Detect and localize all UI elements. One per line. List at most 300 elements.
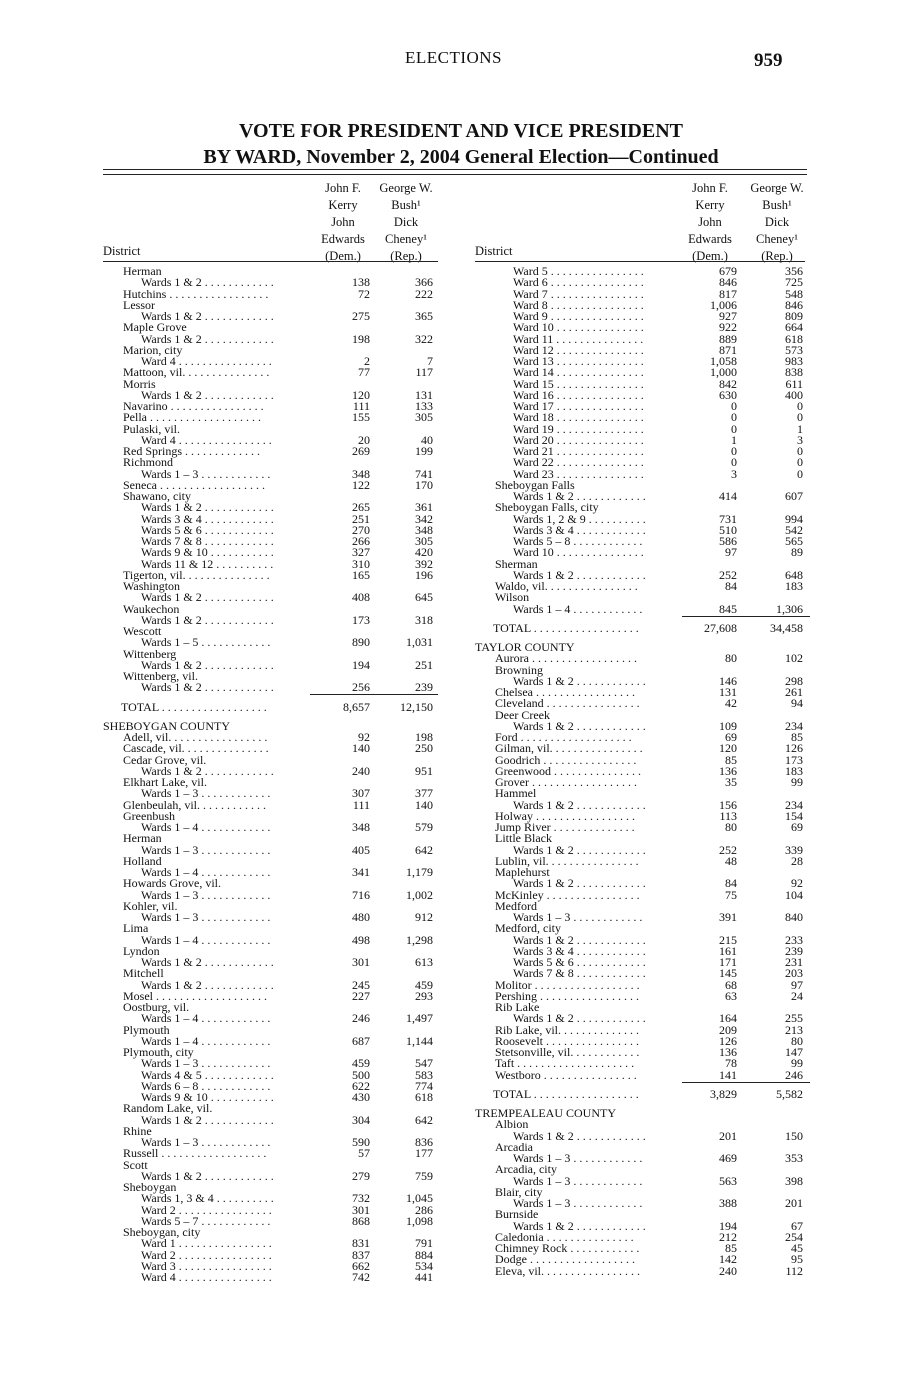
district-name: Chelsea . . . . . . . . . . . . . . . . .: [495, 685, 635, 699]
district-name: Wards 1 – 3 . . . . . . . . . . . .: [513, 1151, 643, 1165]
kerry-votes: 240: [719, 1263, 737, 1278]
table-row: [475, 601, 810, 616]
kerry-votes: 194: [352, 657, 370, 672]
kerry-votes: 837: [352, 1247, 370, 1262]
bush-votes: 1,031: [406, 635, 433, 650]
district-name: Ford . . . . . . . . . . . . . . . . . . .: [495, 730, 632, 744]
sum-rule: [682, 1082, 810, 1083]
bush-votes: 234: [785, 797, 803, 812]
district-name: TOTAL . . . . . . . . . . . . . . . . . .: [121, 699, 267, 714]
kerry-votes: 1,006: [710, 297, 737, 312]
district-name: Navarino . . . . . . . . . . . . . . . .: [123, 399, 264, 413]
bush-votes: 255: [785, 1011, 803, 1026]
kerry-votes: 126: [719, 1033, 737, 1048]
kerry-header-line: John: [331, 215, 355, 229]
kerry-votes: 63: [725, 988, 737, 1003]
bush-header-line: Cheney¹: [756, 232, 798, 246]
district-name: Greenbush: [123, 808, 175, 823]
bush-votes: 94: [791, 696, 803, 711]
district-name: Plymouth: [123, 1022, 170, 1037]
bush-votes: 951: [415, 763, 433, 778]
kerry-votes: 1,000: [710, 365, 737, 380]
kerry-votes: 142: [719, 1252, 737, 1267]
district-name: Ward 7 . . . . . . . . . . . . . . . .: [513, 286, 644, 301]
bush-votes: 348: [415, 522, 433, 537]
kerry-votes: 109: [719, 718, 737, 733]
kerry-votes: 80: [725, 820, 737, 834]
district-name: Albion: [495, 1117, 529, 1132]
bush-header-line: Bush¹: [762, 198, 792, 212]
bush-votes: 80: [791, 1033, 803, 1048]
kerry-votes: 78: [725, 1056, 737, 1071]
bush-votes: 147: [785, 1045, 803, 1059]
district-name: Wards 5 – 8 . . . . . . . . . . . .: [513, 534, 643, 548]
kerry-votes: 868: [352, 1213, 370, 1228]
bush-votes: 398: [785, 1173, 803, 1188]
district-name: Ward 2 . . . . . . . . . . . . . . . .: [141, 1247, 272, 1262]
district-name: Sheboygan Falls, city: [495, 500, 599, 515]
district-name: Seneca . . . . . . . . . . . . . . . . . .: [123, 477, 265, 492]
district-name: Red Springs . . . . . . . . . . . . .: [123, 444, 261, 458]
district-name: Marion, city: [123, 342, 183, 357]
district-name: Adell, vil. . . . . . . . . . . . . . . . .: [123, 730, 268, 744]
district-name: Wards 1 & 2 . . . . . . . . . . . .: [513, 1128, 646, 1143]
district-name: Scott: [123, 1157, 148, 1172]
bush-votes: 95: [791, 1252, 803, 1267]
district-name: Ward 2 . . . . . . . . . . . . . . . .: [141, 1202, 272, 1217]
bush-votes: 99: [791, 775, 803, 789]
bush-votes: 67: [791, 1218, 803, 1233]
district-name: Pulaski, vil.: [123, 421, 181, 436]
district-name: Wards 1 & 2 . . . . . . . . . . . .: [513, 876, 646, 891]
bush-votes: 1,298: [406, 932, 433, 947]
bush-votes: 548: [785, 286, 803, 301]
kerry-votes: 69: [725, 730, 737, 744]
district-name: Ward 23 . . . . . . . . . . . . . . .: [513, 466, 644, 481]
bush-header: [373, 180, 439, 265]
bush-votes: 322: [415, 331, 433, 346]
bush-votes: 994: [785, 511, 803, 526]
district-name: Molitor . . . . . . . . . . . . . . . . . .: [495, 977, 640, 992]
bush-votes: 177: [415, 1146, 433, 1161]
district-name: Washington: [123, 579, 181, 593]
kerry-votes: 84: [725, 876, 737, 891]
kerry-votes: 459: [352, 1056, 370, 1071]
bush-votes: 131: [415, 387, 433, 402]
left-column-header: [103, 180, 438, 263]
kerry-votes: 327: [352, 545, 370, 560]
kerry-votes: 111: [352, 399, 370, 413]
kerry-votes: 173: [352, 612, 370, 627]
bush-votes: 173: [785, 752, 803, 767]
kerry-votes: 20: [358, 432, 370, 447]
bush-header-line: (Rep.): [761, 249, 793, 263]
district-name: Oostburg, vil.: [123, 1000, 190, 1014]
kerry-votes: 469: [719, 1151, 737, 1165]
district-name: Wards 1 – 3 . . . . . . . . . . . .: [513, 910, 643, 924]
kerry-votes: 304: [352, 1112, 370, 1127]
bush-votes: 0: [797, 444, 803, 458]
bush-votes: 642: [415, 1112, 433, 1127]
kerry-votes: 92: [358, 730, 370, 744]
district-name: Wards 1, 2 & 9 . . . . . . . . . .: [513, 511, 646, 526]
bush-votes: 102: [785, 651, 803, 666]
district-name: Wards 1 – 4 . . . . . . . . . . . .: [513, 601, 643, 616]
kerry-votes: 161: [719, 943, 737, 958]
district-name: Mitchell: [123, 966, 164, 981]
bush-votes: 28: [791, 853, 803, 868]
bush-votes: 92: [791, 876, 803, 891]
kerry-votes: 136: [719, 763, 737, 778]
bush-votes: 809: [785, 309, 803, 323]
kerry-votes: 122: [352, 477, 370, 492]
district-name: TOTAL . . . . . . . . . . . . . . . . . .: [493, 1086, 639, 1101]
bush-votes: 759: [415, 1168, 433, 1183]
district-name: Wards 3 & 4 . . . . . . . . . . . .: [141, 511, 274, 526]
district-name: Herman: [123, 264, 162, 278]
bush-votes: 305: [415, 410, 433, 425]
district-header: District: [103, 244, 141, 258]
kerry-votes: 138: [352, 275, 370, 290]
bush-votes: 0: [797, 399, 803, 413]
kerry-votes: 75: [725, 887, 737, 902]
district-name: Ward 14 . . . . . . . . . . . . . . .: [513, 365, 644, 380]
kerry-votes: 131: [719, 685, 737, 699]
district-name: Herman: [123, 831, 162, 846]
bush-votes: 117: [415, 365, 433, 380]
district-name: Jump River . . . . . . . . . . . . . .: [495, 820, 635, 834]
district-name: Wards 1 & 2 . . . . . . . . . . . .: [141, 955, 274, 969]
bush-header-line: (Rep.): [390, 249, 422, 263]
bush-votes: 884: [415, 1247, 433, 1262]
right-rows: [475, 266, 810, 1277]
kerry-votes: 42: [725, 696, 737, 711]
district-name: Dodge . . . . . . . . . . . . . . . . . .: [495, 1252, 635, 1267]
bush-votes: 642: [415, 842, 433, 857]
kerry-votes: 0: [731, 444, 737, 458]
district-name: Hutchins . . . . . . . . . . . . . . . . .: [123, 286, 269, 301]
bush-votes: 126: [785, 741, 803, 756]
kerry-header-line: John F.: [325, 181, 361, 195]
bush-votes: 547: [415, 1056, 433, 1071]
bush-votes: 0: [797, 466, 803, 481]
table-row: [103, 1272, 438, 1283]
district-name: Wards 1 & 2 . . . . . . . . . . . .: [141, 977, 274, 992]
bush-votes: 840: [785, 910, 803, 924]
district-name: Ward 10 . . . . . . . . . . . . . . .: [513, 320, 644, 335]
district-name: Lyndon: [123, 943, 160, 958]
sum-rule: [310, 694, 438, 695]
district-name: Wards 1 & 2 . . . . . . . . . . . .: [141, 612, 274, 627]
district-name: Elkhart Lake, vil.: [123, 775, 207, 789]
bush-votes: 198: [415, 730, 433, 744]
bush-votes: 250: [415, 741, 433, 756]
bush-votes: 565: [785, 534, 803, 548]
district-name: Shawano, city: [123, 489, 191, 503]
district-name: Roosevelt . . . . . . . . . . . . . . . .: [495, 1033, 639, 1048]
bush-votes: 239: [415, 680, 433, 695]
bush-votes: 7: [427, 354, 433, 368]
kerry-votes: 927: [719, 309, 737, 323]
district-name: Wards 1 & 2 . . . . . . . . . . . .: [513, 673, 646, 688]
district-name: Maplehurst: [495, 865, 550, 879]
kerry-votes: 48: [725, 853, 737, 868]
bush-votes: 579: [415, 820, 433, 834]
bush-header-line: George W.: [379, 181, 433, 195]
district-name: Ward 17 . . . . . . . . . . . . . . .: [513, 399, 644, 413]
bush-header-line: Dick: [393, 215, 419, 229]
district-name: Browning: [495, 662, 543, 677]
bush-votes: 361: [415, 500, 433, 515]
bush-votes: 846: [785, 297, 803, 312]
district-name: Stetsonville, vil. . . . . . . . . . . .: [495, 1045, 640, 1059]
left-column: [103, 180, 438, 1283]
bush-votes: 1,002: [406, 887, 433, 902]
kerry-votes: 831: [352, 1236, 370, 1251]
district-name: Ward 10 . . . . . . . . . . . . . . .: [513, 545, 644, 560]
district-name: TREMPEALEAU COUNTY: [475, 1106, 616, 1120]
district-name: Wards 1 & 2 . . . . . . . . . . . .: [513, 718, 646, 733]
district-name: Wards 1 & 2 . . . . . . . . . . . .: [141, 590, 274, 605]
bush-votes: 983: [785, 354, 803, 368]
bush-votes: 838: [785, 365, 803, 380]
kerry-votes: 279: [352, 1168, 370, 1183]
bush-votes: 1,179: [406, 865, 433, 879]
bush-votes: 69: [791, 820, 803, 834]
kerry-votes: 679: [719, 264, 737, 278]
district-name: Wards 6 – 8 . . . . . . . . . . . .: [141, 1078, 271, 1093]
district-name: Wards 1 & 2 . . . . . . . . . . . .: [141, 387, 274, 402]
kerry-votes: 246: [352, 1011, 370, 1026]
bush-votes: 150: [785, 1128, 803, 1143]
kerry-votes: 430: [352, 1090, 370, 1104]
district-name: Wards 3 & 4 . . . . . . . . . . . .: [513, 943, 646, 958]
bush-votes: 234: [785, 718, 803, 733]
kerry-votes: 215: [719, 932, 737, 947]
kerry-votes: 889: [719, 331, 737, 346]
district-name: Arcadia: [495, 1139, 533, 1154]
district-name: Wards 1 – 3 . . . . . . . . . . . .: [141, 1056, 271, 1071]
district-name: Wards 1 – 3 . . . . . . . . . . . .: [141, 910, 271, 924]
kerry-votes: 194: [719, 1218, 737, 1233]
district-name: Wards 1 & 2 . . . . . . . . . . . .: [513, 1011, 646, 1026]
district-name: Ward 6 . . . . . . . . . . . . . . . .: [513, 275, 644, 290]
kerry-votes: 111: [352, 797, 370, 812]
kerry-votes: 85: [725, 1241, 737, 1255]
district-name: Wards 1 & 2 . . . . . . . . . . . .: [141, 1168, 274, 1183]
district-name: Wards 1 & 2 . . . . . . . . . . . .: [141, 275, 274, 290]
kerry-header-line: John: [698, 215, 722, 229]
kerry-votes: 120: [352, 387, 370, 402]
bush-votes: 645: [415, 590, 433, 605]
bush-votes: 318: [415, 612, 433, 627]
bush-votes: 725: [785, 275, 803, 290]
bush-votes: 583: [415, 1067, 433, 1082]
kerry-votes: 716: [352, 887, 370, 902]
district-name: Ward 5 . . . . . . . . . . . . . . . .: [513, 264, 644, 278]
district-name: Russell . . . . . . . . . . . . . . . . . .: [123, 1146, 267, 1161]
district-name: Westboro . . . . . . . . . . . . . . . .: [495, 1067, 637, 1082]
district-name: Wittenberg, vil.: [123, 669, 198, 683]
kerry-votes: 348: [352, 820, 370, 834]
district-name: Rib Lake: [495, 1000, 540, 1014]
kerry-votes: 391: [719, 910, 737, 924]
header-rule: [475, 261, 805, 262]
kerry-votes: 890: [352, 635, 370, 650]
bush-votes: 356: [785, 264, 803, 278]
bush-votes: 618: [415, 1090, 433, 1104]
bush-votes: 99: [791, 1056, 803, 1071]
district-name: Wards 1 – 4 . . . . . . . . . . . .: [141, 820, 271, 834]
bush-votes: 400: [785, 387, 803, 402]
kerry-votes: 500: [352, 1067, 370, 1082]
kerry-votes: 687: [352, 1033, 370, 1048]
district-name: Sheboygan, city: [123, 1225, 201, 1239]
kerry-votes: 85: [725, 752, 737, 767]
kerry-votes: 405: [352, 842, 370, 857]
kerry-votes: 8,657: [343, 699, 370, 714]
bush-votes: 366: [415, 275, 433, 290]
district-name: Wards 1 & 2 . . . . . . . . . . . .: [141, 680, 274, 695]
bush-votes: 112: [785, 1263, 803, 1278]
district-name: Holland: [123, 853, 162, 868]
kerry-votes: 80: [725, 651, 737, 666]
district-name: Random Lake, vil.: [123, 1101, 213, 1116]
bush-votes: 618: [785, 331, 803, 346]
kerry-votes: 480: [352, 910, 370, 924]
district-name: Little Black: [495, 831, 552, 846]
kerry-header-line: John F.: [692, 181, 728, 195]
district-name: Waldo, vil. . . . . . . . . . . . . . . .: [495, 579, 638, 593]
district-name: Ward 11 . . . . . . . . . . . . . . .: [513, 331, 644, 346]
bush-votes: 0: [797, 410, 803, 425]
district-name: Gilman, vil. . . . . . . . . . . . . . . .: [495, 741, 643, 756]
kerry-votes: 252: [719, 567, 737, 582]
district-name: Wards 1 & 2 . . . . . . . . . . . .: [141, 309, 274, 323]
district-name: Goodrich . . . . . . . . . . . . . . . .: [495, 752, 637, 767]
kerry-votes: 68: [725, 977, 737, 992]
district-name: Ward 15 . . . . . . . . . . . . . . .: [513, 376, 644, 391]
kerry-votes: 171: [719, 955, 737, 969]
district-name: Chimney Rock . . . . . . . . . . . .: [495, 1241, 640, 1255]
kerry-votes: 275: [352, 309, 370, 323]
district-name: Ward 4 . . . . . . . . . . . . . . . .: [141, 432, 272, 447]
district-name: Wards 5 & 6 . . . . . . . . . . . .: [141, 522, 274, 537]
district-name: Wards 1 & 2 . . . . . . . . . . . .: [141, 1112, 274, 1127]
bush-votes: 1: [797, 421, 803, 436]
kerry-votes: 388: [719, 1196, 737, 1210]
left-rows: [103, 266, 438, 1283]
kerry-votes: 165: [352, 567, 370, 582]
district-name: Sheboygan Falls: [495, 477, 575, 492]
kerry-votes: 498: [352, 932, 370, 947]
district-name: Waukechon: [123, 601, 180, 616]
district-name: Wards 7 & 8 . . . . . . . . . . . .: [141, 534, 274, 548]
district-name: Caledonia . . . . . . . . . . . . . . .: [495, 1229, 634, 1244]
district-name: Ward 22 . . . . . . . . . . . . . . .: [513, 455, 644, 470]
table-row: [103, 682, 438, 693]
bush-votes: 420: [415, 545, 433, 560]
table-row: [475, 1067, 810, 1082]
bush-votes: 12,150: [400, 699, 433, 714]
kerry-votes: 732: [352, 1191, 370, 1206]
district-name: Wescott: [123, 624, 162, 638]
bush-votes: 246: [785, 1067, 803, 1082]
bush-votes: 339: [785, 842, 803, 857]
kerry-votes: 84: [725, 579, 737, 593]
bush-votes: 542: [785, 522, 803, 537]
kerry-votes: 307: [352, 786, 370, 801]
district-name: Rib Lake, vil. . . . . . . . . . . . . .: [495, 1022, 639, 1037]
district-name: Cleveland . . . . . . . . . . . . . . . .: [495, 696, 640, 711]
right-column-header: [475, 180, 810, 263]
kerry-votes: 622: [352, 1078, 370, 1093]
district-name: Ward 21 . . . . . . . . . . . . . . .: [513, 444, 644, 458]
kerry-votes: 817: [719, 286, 737, 301]
kerry-votes: 662: [352, 1258, 370, 1273]
district-name: Deer Creek: [495, 707, 550, 722]
district-name: Wards 1 – 3 . . . . . . . . . . . .: [141, 786, 271, 801]
bush-votes: 154: [785, 808, 803, 823]
district-name: Wards 1 – 3 . . . . . . . . . . . .: [141, 842, 271, 857]
kerry-header-line: Kerry: [328, 198, 358, 212]
district-name: Wards 1 – 3 . . . . . . . . . . . .: [513, 1173, 643, 1188]
kerry-votes: 212: [719, 1229, 737, 1244]
district-name: Ward 18 . . . . . . . . . . . . . . .: [513, 410, 644, 425]
kerry-votes: 348: [352, 466, 370, 481]
kerry-votes: 270: [352, 522, 370, 537]
bush-votes: 613: [415, 955, 433, 969]
bush-votes: 342: [415, 511, 433, 526]
bush-votes: 534: [415, 1258, 433, 1273]
bush-votes: 231: [785, 955, 803, 969]
bush-header-line: Cheney¹: [385, 232, 427, 246]
bush-votes: 791: [415, 1236, 433, 1251]
bush-votes: 45: [791, 1241, 803, 1255]
district-name: Wards 11 & 12 . . . . . . . . . .: [141, 556, 274, 571]
kerry-votes: 846: [719, 275, 737, 290]
kerry-votes: 97: [725, 545, 737, 560]
kerry-votes: 590: [352, 1135, 370, 1149]
district-name: Wards 1 & 2 . . . . . . . . . . . .: [141, 763, 274, 778]
district-name: Kohler, vil.: [123, 898, 178, 913]
bush-votes: 1,098: [406, 1213, 433, 1228]
bush-votes: 24: [791, 988, 803, 1003]
bush-votes: 213: [785, 1022, 803, 1037]
district-name: Aurora . . . . . . . . . . . . . . . . . .: [495, 651, 637, 666]
title-line-2: BY WARD, November 2, 2004 General Election—Continued: [203, 146, 719, 168]
district-name: Ward 1 . . . . . . . . . . . . . . . .: [141, 1236, 272, 1251]
kerry-votes: 113: [719, 808, 737, 823]
kerry-votes: 201: [719, 1128, 737, 1143]
kerry-votes: 0: [731, 410, 737, 425]
district-name: Cedar Grove, vil.: [123, 752, 207, 767]
kerry-votes: 301: [352, 1202, 370, 1217]
district-name: Lima: [123, 921, 149, 936]
kerry-votes: 141: [719, 1067, 737, 1082]
right-column: [475, 180, 810, 1277]
kerry-votes: 563: [719, 1173, 737, 1188]
district-name: Wards 1 & 2 . . . . . . . . . . . .: [513, 797, 646, 812]
district-name: Howards Grove, vil.: [123, 876, 221, 891]
bush-votes: 286: [415, 1202, 433, 1217]
kerry-votes: 414: [719, 489, 737, 503]
district-name: Wards 1 & 2 . . . . . . . . . . . .: [141, 331, 274, 346]
total-row: [475, 620, 810, 635]
district-name: Sheboygan: [123, 1180, 177, 1194]
district-name: Glenbeulah, vil. . . . . . . . . . . .: [123, 797, 266, 812]
bush-votes: 377: [415, 786, 433, 801]
